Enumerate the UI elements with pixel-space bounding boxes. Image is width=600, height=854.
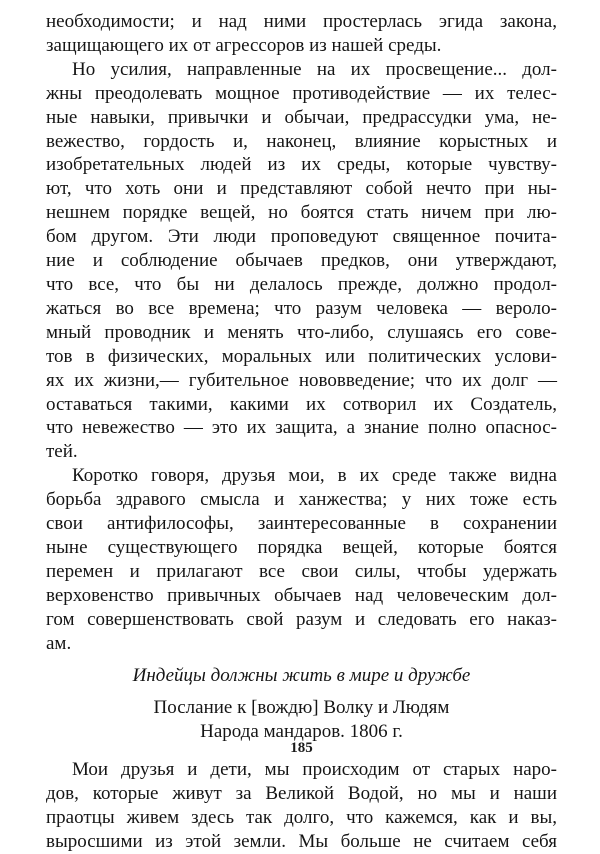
text-line: что все, что бы ни делалось прежде, должно продол- bbox=[46, 273, 557, 295]
text-line: изобретательных людей из их среды, которые чувству- bbox=[46, 154, 557, 176]
text-line: праотцы живем здесь так долго, что кажемся, как и вы, bbox=[46, 807, 557, 828]
text-line: тов в физических, моральных или политических услови- bbox=[46, 345, 557, 367]
text-line: свои антифилософы, заинтересованные в сохранении bbox=[46, 513, 557, 535]
text-line: защищающего их от агрессоров из нашей среды. bbox=[46, 34, 442, 56]
text-line: борьба здравого смысла и ханжества; у них тоже есть bbox=[46, 489, 557, 511]
text-line: Но усилия, направленные на их просвещение... дол- bbox=[72, 58, 557, 80]
text-line: ам. bbox=[46, 632, 72, 654]
paragraph-efforts bbox=[46, 58, 557, 464]
title-line: Народа мандаров. 1806 г. bbox=[200, 721, 403, 743]
text-line: нешнем порядке вещей, но боятся стать ничем при лю- bbox=[46, 202, 557, 224]
text-line: тей. bbox=[46, 441, 78, 463]
text-line: Коротко говоря, друзья мои, в их среде также видна bbox=[72, 465, 557, 487]
text-line: мный проводник и менять что-либо, слушаясь его сове- bbox=[46, 321, 557, 343]
text-line: бом другом. Эти люди проповедуют священное почита- bbox=[46, 226, 557, 248]
text-line: ние и соблюдение обычаев предков, они утверждают, bbox=[46, 250, 557, 272]
paragraph-in-short bbox=[46, 464, 557, 655]
text-line: Мои друзья и дети, мы происходим от старых наро- bbox=[72, 759, 557, 781]
text-line: необходимости; и над ними простерлась эгида закона, bbox=[46, 11, 557, 32]
text-line: выросшими из этой земли. Мы больше не считаем себя bbox=[46, 830, 557, 852]
title-line: Послание к [вождю] Волку и Людям bbox=[153, 697, 450, 719]
text-line: что невежество — это их защита, а знание полно опаснос- bbox=[46, 417, 557, 439]
text-line: перемен и прилагают все свои силы, чтобы удержать bbox=[46, 560, 557, 582]
page-number: 185 bbox=[290, 740, 313, 756]
section-heading: Индейцы должны жить в мире и дружбе bbox=[132, 665, 471, 687]
book-page bbox=[46, 10, 557, 852]
text-line: ях их жизни,— губительное нововведение; что их долг — bbox=[46, 369, 557, 391]
text-line: оставаться такими, какими их сотворил их Создатель, bbox=[46, 393, 557, 415]
text-line: ют, что хоть они и представляют собой нечто при ны- bbox=[46, 178, 557, 200]
text-line: жны преодолевать мощное противодействие — их телес- bbox=[46, 82, 557, 104]
text-line: дов, которые живут за Великой Водой, но мы и наши bbox=[46, 783, 557, 805]
text-line: ныне существующего порядка вещей, которые боятся bbox=[46, 536, 557, 558]
text-line: гом совершенствовать свой разум и следовать его наказ- bbox=[46, 608, 557, 630]
paragraph-friends-children bbox=[46, 758, 557, 854]
paragraph-continuation bbox=[46, 10, 557, 58]
text-line: верховенство привычных обычаев над человеческим дол- bbox=[46, 584, 557, 606]
text-line: вежество, гордость и, наконец, влияние корыстных и bbox=[46, 130, 557, 152]
text-line: ные навыки, привычки и обычаи, предрассудки ума, не- bbox=[46, 106, 557, 128]
text-line: жаться во все времена; что разум человека — вероло- bbox=[46, 297, 557, 319]
